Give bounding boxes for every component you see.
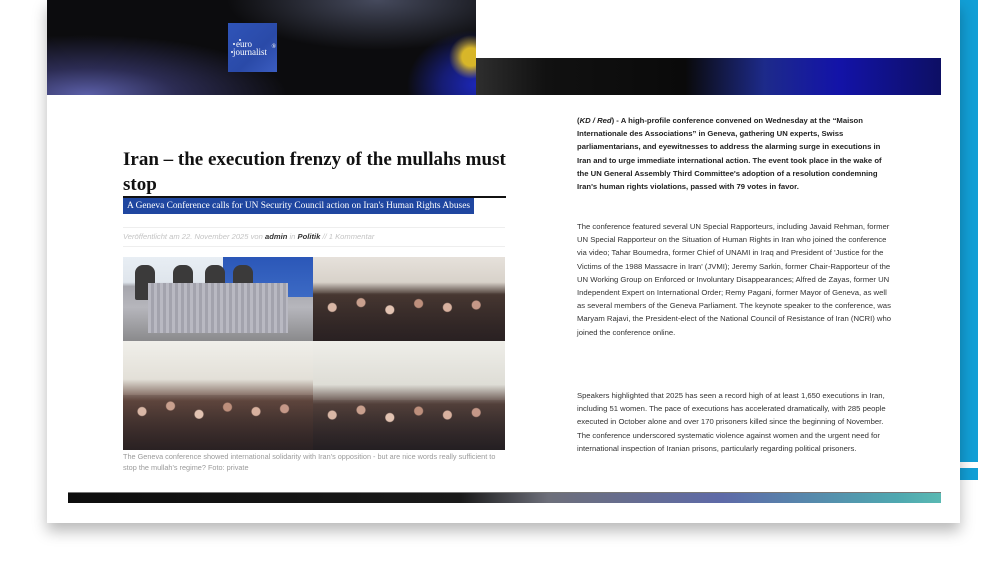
comments-link[interactable]: // 1 Kommentar — [322, 232, 375, 241]
photo-panel-audience-1 — [313, 257, 505, 341]
body-paragraph: The conference featured several UN Special Rapporteurs, including Javaid Rehman, former UN Special Rapporteur on the Situation of Human Rights in Iran who joined the conference via video; Tahar Boumedra, former Chief of UNAMI in Iraq and President of 'Justice for the Victims of the 1988 Massacre in Iran' (JVMI); Jeremy Sarkin, former Chair-Rapporteur of the UN Working Group on Enforced or Involuntary Disappearances; Alfred de Zayas, former UN Independent Expert on International Order; Remy Pagani, former Mayor of Geneva, as well as several members of the Geneva Parliament. The keynote speaker to the conference, was Maryam Rajavi, the President-elect of the National Council of Resistance of Iran (NCRI) who joined the conference online. — [577, 222, 892, 337]
logo-text-journalist: journalist — [233, 47, 267, 57]
card-top-right-blank — [476, 0, 960, 58]
lead-text: - A high-profile conference convened on Wednesday at the “Maison Internationale des Associations” in Geneva, gathering UN experts, Swiss parliamentarians, and eyewitnesses to address the alarming surge in executions in Iran and to urge immediate international action. The event took place in the wake of the UN General Assembly Third Committee's adoption of a resolution condemning Iran's human rights violations, passed with 79 votes in favor. — [577, 116, 882, 192]
photo-panel-audience-3 — [313, 341, 505, 450]
audience-crowd — [313, 293, 505, 341]
body-paragraph: Speakers highlighted that 2025 has seen a record high of at least 1,650 executions in Iran, including 51 women. The pace of executions has accelerated dramatically, with 285 people executed in October alone and over 170 prisoners killed since the beginning of November. The conference underscored systematic violence against women and the urgent need for international inspection of Iranian prisons, particularly regarding political prisoners. — [577, 391, 886, 453]
category-link[interactable]: Politik — [297, 232, 321, 241]
article-subtitle: A Geneva Conference calls for UN Security Council action on Iran's Human Rights Abuses — [123, 198, 474, 214]
registered-mark: ® — [271, 44, 276, 50]
article-meta — [123, 231, 374, 242]
panel-table — [148, 283, 288, 333]
in-label: in — [289, 232, 296, 241]
photo-caption: The Geneva conference showed international solidarity with Iran's opposition - but are nice words really sufficient to stop the mullah's regime? Foto: private — [123, 452, 496, 472]
lead-paragraph: (KD / Red) - A high-profile conference convened on Wednesday at the “Maison Internationale des Associations” in Geneva, gathering UN experts, Swiss parliamentarians, and eyewitnesses to address the alarming surge in executions in Iran and to urge immediate international action. The event took place in the wake of the UN General Assembly Third Committee's adoption of a resolution condemning Iran's human rights violations, passed with 79 votes in favor. — [577, 116, 882, 192]
audience-crowd — [313, 400, 505, 450]
audience-crowd — [123, 395, 313, 450]
footer-banner-strip — [68, 493, 941, 503]
published-date: Veröffentlicht am 22. November 2025 von — [123, 232, 263, 241]
article-title: Iran – the execution frenzy of the mullahs must stop — [123, 149, 506, 195]
photo-panel-speakers — [123, 257, 313, 341]
meta-divider — [123, 246, 505, 247]
logo-text-euro: euro — [236, 39, 252, 49]
conference-photo-collage — [123, 257, 505, 450]
logo-star-icon — [233, 43, 235, 45]
decorative-blue-frame-right — [959, 0, 978, 462]
decorative-blue-frame-stub — [959, 468, 978, 480]
meta-divider — [123, 227, 505, 228]
photo-panel-audience-2 — [123, 341, 313, 450]
author-link[interactable]: admin — [264, 232, 288, 241]
header-banner-strip — [476, 58, 941, 95]
eurojournalist-logo[interactable] — [228, 23, 277, 72]
lead-source: KD / Red — [579, 116, 612, 125]
